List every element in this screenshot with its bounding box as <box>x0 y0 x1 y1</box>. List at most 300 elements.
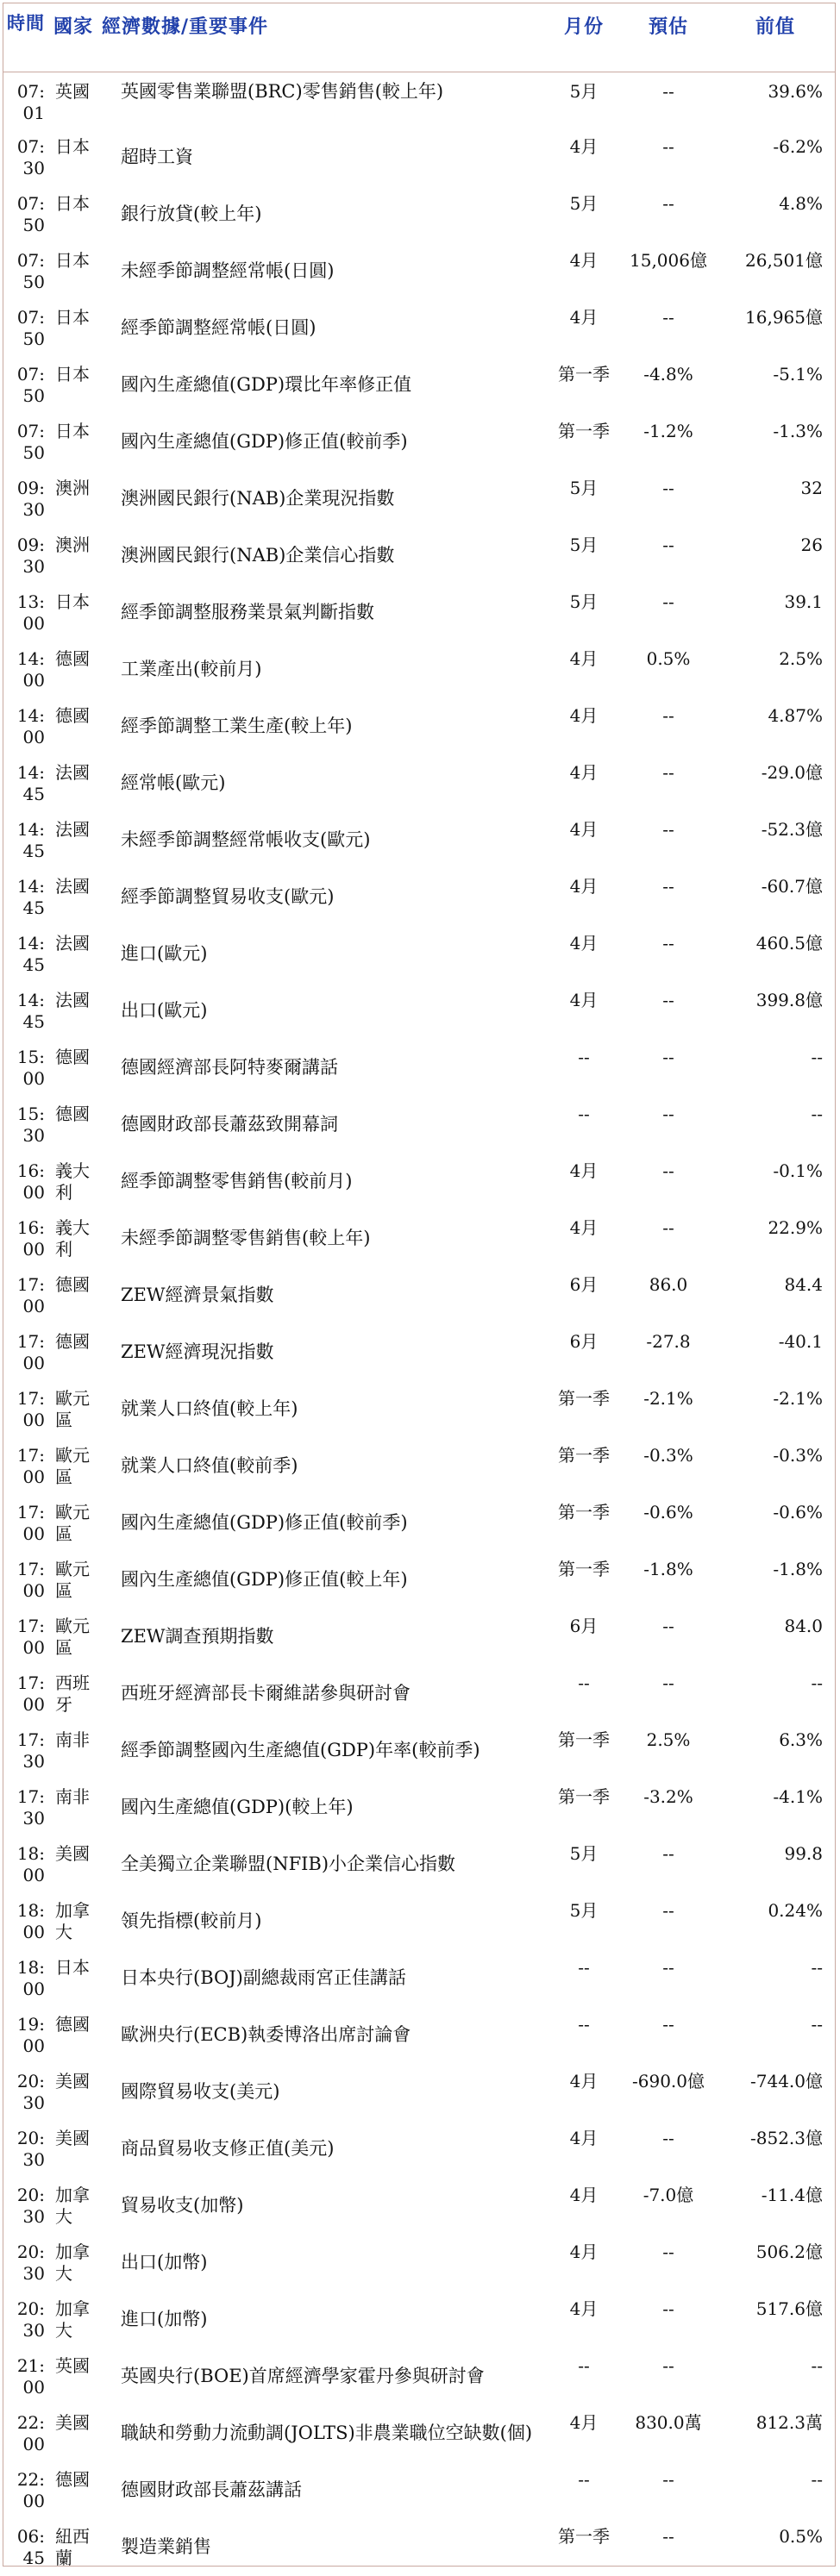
table-row <box>3 869 835 926</box>
row-forecast: -3.2% <box>643 1785 693 1807</box>
table-row <box>3 2462 835 2519</box>
header-previous: 前值 <box>755 16 795 38</box>
row-month: 5月 <box>569 477 599 498</box>
row-previous: -744.0億 <box>749 2070 823 2091</box>
row-month: 第一季 <box>558 1558 610 1579</box>
row-time: 18:00 <box>16 1842 45 1885</box>
row-time: 14:00 <box>16 647 45 691</box>
row-month: 第一季 <box>558 420 610 441</box>
row-month: 6月 <box>569 1615 599 1636</box>
table-row <box>3 72 835 129</box>
row-month: 第一季 <box>558 1785 610 1807</box>
row-country: 德國 <box>55 704 90 726</box>
table-row <box>3 1836 835 1893</box>
table-row <box>3 1495 835 1552</box>
row-forecast: -- <box>662 1842 674 1864</box>
row-forecast: -- <box>662 2127 674 2148</box>
row-event: ZEW經濟現況指數 <box>121 1341 274 1362</box>
row-previous: 39.6% <box>768 81 823 102</box>
row-time: 14:45 <box>16 932 45 975</box>
row-month: 6月 <box>569 1273 599 1295</box>
row-month: 第一季 <box>558 1387 610 1409</box>
row-time: 09:30 <box>16 534 45 577</box>
table-row <box>3 1154 835 1210</box>
row-country: 加拿大 <box>55 1899 90 1942</box>
row-forecast: -- <box>662 818 674 840</box>
row-event: 經季節調整國內生產總值(GDP)年率(較前季) <box>121 1739 480 1760</box>
row-country: 法國 <box>55 989 90 1010</box>
row-forecast: -0.6% <box>643 1501 693 1522</box>
row-event: 國內生產總值(GDP)環比年率修正值 <box>121 373 412 395</box>
row-time: 22:00 <box>16 2468 45 2511</box>
table-row <box>3 698 835 755</box>
row-time: 17:00 <box>16 1558 45 1601</box>
table-row <box>3 585 835 641</box>
row-previous: 2.5% <box>779 647 823 669</box>
row-forecast: -- <box>662 2468 674 2490</box>
table-row <box>3 2007 835 2064</box>
row-forecast: -- <box>662 1046 674 1067</box>
row-month: 4月 <box>569 306 599 328</box>
row-month: 6月 <box>569 1330 599 1352</box>
row-previous: -- <box>811 2013 823 2035</box>
row-previous: 399.8億 <box>755 989 823 1010</box>
row-month: 4月 <box>569 932 599 953</box>
table-row <box>3 300 835 357</box>
row-previous: 517.6億 <box>755 2298 823 2319</box>
row-previous: -29.0億 <box>761 761 823 783</box>
table-row <box>3 1609 835 1666</box>
table-row <box>3 1438 835 1495</box>
row-country: 法國 <box>55 932 90 953</box>
row-country: 法國 <box>55 818 90 840</box>
row-month: 4月 <box>569 818 599 840</box>
row-forecast: -- <box>662 2013 674 2035</box>
row-previous: 16,965億 <box>745 306 823 328</box>
header-forecast: 預估 <box>648 16 688 38</box>
row-forecast: -2.1% <box>643 1387 693 1409</box>
row-month: 第一季 <box>558 363 610 385</box>
table-row <box>3 1324 835 1381</box>
header-row <box>3 3 835 72</box>
row-time: 07:01 <box>16 81 45 123</box>
row-forecast: -- <box>662 1615 674 1636</box>
row-country: 日本 <box>55 420 90 441</box>
row-previous: 460.5億 <box>755 932 823 953</box>
row-event: 未經季節調整零售銷售(較上年) <box>121 1227 371 1248</box>
row-forecast: -- <box>662 2298 674 2319</box>
row-previous: 4.87% <box>768 704 823 726</box>
table-row <box>3 1381 835 1438</box>
row-forecast: -- <box>662 1956 674 1978</box>
row-previous: -- <box>811 2468 823 2490</box>
table-row <box>3 414 835 471</box>
row-forecast: 86.0 <box>649 1273 688 1295</box>
row-country: 歐元區 <box>55 1558 90 1601</box>
row-event: 國際貿易收支(美元) <box>121 2080 280 2102</box>
row-country: 日本 <box>55 135 90 157</box>
row-time: 22:00 <box>16 2411 45 2454</box>
row-previous: 39.1 <box>784 591 823 612</box>
row-previous: 32 <box>800 477 823 498</box>
row-country: 法國 <box>55 875 90 897</box>
row-event: 經季節調整服務業景氣判斷指數 <box>121 601 374 622</box>
table-row <box>3 1723 835 1779</box>
row-event: 領先指標(較前月) <box>121 1910 262 1931</box>
row-previous: -5.1% <box>773 363 823 385</box>
row-time: 17:00 <box>16 1444 45 1487</box>
row-time: 17:30 <box>16 1785 45 1829</box>
table-row <box>3 1210 835 1267</box>
row-previous: 84.4 <box>784 1273 823 1295</box>
row-previous: -6.2% <box>773 135 823 157</box>
row-time: 20:30 <box>16 2070 45 2113</box>
row-month: -- <box>578 1956 590 1978</box>
row-previous: -0.6% <box>773 1501 823 1522</box>
row-month: -- <box>578 2354 590 2376</box>
table-row <box>3 2292 835 2348</box>
row-event: 出口(加幣) <box>121 2251 208 2273</box>
row-previous: -0.3% <box>773 1444 823 1466</box>
row-month: 第一季 <box>558 2525 610 2547</box>
row-month: 4月 <box>569 875 599 897</box>
row-time: 14:45 <box>16 761 45 804</box>
row-forecast: -- <box>662 1160 674 1181</box>
table-row <box>3 1552 835 1609</box>
row-country: 加拿大 <box>55 2298 90 2341</box>
table-row <box>3 1893 835 1950</box>
row-previous: -52.3億 <box>761 818 823 840</box>
row-country: 美國 <box>55 2070 90 2091</box>
table-row <box>3 812 835 869</box>
row-forecast: -- <box>662 1672 674 1693</box>
row-forecast: -- <box>662 2241 674 2262</box>
row-country: 義大利 <box>55 1216 90 1260</box>
row-previous: 6.3% <box>779 1729 823 1750</box>
row-country: 德國 <box>55 1103 90 1124</box>
row-country: 日本 <box>55 306 90 328</box>
row-country: 德國 <box>55 647 90 669</box>
row-previous: 0.5% <box>779 2525 823 2547</box>
row-event: 出口(歐元) <box>121 999 208 1021</box>
economic-calendar-table <box>3 3 835 2576</box>
row-country: 德國 <box>55 1330 90 1352</box>
table-row <box>3 1666 835 1723</box>
row-event: 經常帳(歐元) <box>121 772 226 793</box>
row-country: 加拿大 <box>55 2184 90 2227</box>
row-previous: -0.1% <box>773 1160 823 1181</box>
row-time: 14:45 <box>16 818 45 861</box>
row-forecast: -- <box>662 534 674 555</box>
row-forecast: 15,006億 <box>630 249 707 271</box>
row-time: 07:50 <box>16 306 45 349</box>
header-event: 經濟數據/重要事件 <box>102 16 269 38</box>
row-previous: -- <box>811 2354 823 2376</box>
row-previous: 84.0 <box>784 1615 823 1636</box>
row-month: 4月 <box>569 2127 599 2148</box>
row-country: 德國 <box>55 1273 90 1295</box>
row-country: 美國 <box>55 2127 90 2148</box>
table-row <box>3 1097 835 1154</box>
row-time: 15:00 <box>16 1046 45 1089</box>
row-month: 5月 <box>569 1899 599 1921</box>
table-row <box>3 471 835 528</box>
row-event: 日本央行(BOJ)副總裁雨宮正佳講話 <box>121 1966 406 1988</box>
row-event: 歐洲央行(ECB)執委博洛出席討論會 <box>121 2023 411 2045</box>
row-event: 經季節調整貿易收支(歐元) <box>121 885 335 907</box>
calendar-rows <box>3 72 835 2576</box>
row-previous: -- <box>811 1672 823 1693</box>
row-previous: 812.3萬 <box>755 2411 823 2433</box>
row-month: 5月 <box>569 192 599 214</box>
table-row <box>3 641 835 698</box>
row-time: 07:50 <box>16 420 45 463</box>
row-event: 未經季節調整經常帳(日圓) <box>121 259 335 281</box>
row-forecast: -4.8% <box>643 363 693 385</box>
row-event: 英國零售業聯盟(BRC)零售銷售(較上年) <box>121 81 444 102</box>
row-month: 5月 <box>569 534 599 555</box>
row-month: 4月 <box>569 647 599 669</box>
row-event: 貿易收支(加幣) <box>121 2194 244 2216</box>
row-country: 歐元區 <box>55 1501 90 1544</box>
row-event: 德國財政部長蕭茲講話 <box>121 2479 302 2500</box>
row-event: 進口(加幣) <box>121 2308 208 2329</box>
row-forecast: -- <box>662 704 674 726</box>
row-previous: 506.2億 <box>755 2241 823 2262</box>
row-time: 20:30 <box>16 2127 45 2170</box>
row-event: 工業產出(較前月) <box>121 658 262 679</box>
row-forecast: -0.3% <box>643 1444 693 1466</box>
row-event: 製造業銷售 <box>121 2535 211 2557</box>
row-country: 歐元區 <box>55 1444 90 1487</box>
row-event: 未經季節調整經常帳收支(歐元) <box>121 828 371 850</box>
table-row <box>3 1779 835 1836</box>
row-event: 國內生產總值(GDP)修正值(較上年) <box>121 1568 408 1590</box>
row-forecast: -- <box>662 1216 674 1238</box>
row-event: 經季節調整零售銷售(較前月) <box>121 1170 353 1191</box>
row-forecast: -690.0億 <box>631 2070 705 2091</box>
row-month: -- <box>578 2468 590 2490</box>
table-row <box>3 926 835 983</box>
row-country: 日本 <box>55 363 90 385</box>
row-forecast: -- <box>662 477 674 498</box>
row-event: 超時工資 <box>121 146 193 167</box>
table-row <box>3 186 835 243</box>
row-previous: -2.1% <box>773 1387 823 1409</box>
table-row <box>3 357 835 414</box>
row-time: 20:30 <box>16 2298 45 2341</box>
row-time: 14:00 <box>16 704 45 747</box>
row-event: 國內生產總值(GDP)修正值(較前季) <box>121 1511 408 1533</box>
row-month: 5月 <box>569 1842 599 1864</box>
row-previous: -- <box>811 1046 823 1067</box>
row-country: 澳洲 <box>55 477 90 498</box>
row-country: 德國 <box>55 2468 90 2490</box>
row-country: 德國 <box>55 1046 90 1067</box>
row-forecast: -- <box>662 81 674 102</box>
row-time: 18:00 <box>16 1956 45 1999</box>
row-time: 06:45 <box>16 2525 45 2568</box>
row-event: 國內生產總值(GDP)(較上年) <box>121 1796 354 1817</box>
row-month: 第一季 <box>558 1501 610 1522</box>
row-country: 日本 <box>55 192 90 214</box>
row-time: 15:30 <box>16 1103 45 1146</box>
table-row <box>3 983 835 1040</box>
row-forecast: -- <box>662 591 674 612</box>
row-country: 日本 <box>55 1956 90 1978</box>
row-previous: 26 <box>800 534 823 555</box>
row-time: 17:00 <box>16 1273 45 1316</box>
row-country: 歐元區 <box>55 1615 90 1658</box>
row-month: 4月 <box>569 989 599 1010</box>
row-month: -- <box>578 2013 590 2035</box>
row-month: 4月 <box>569 2298 599 2319</box>
row-event: 德國財政部長蕭茲致開幕詞 <box>121 1113 338 1135</box>
row-forecast: -- <box>662 1103 674 1124</box>
row-month: 4月 <box>569 249 599 271</box>
row-month: 4月 <box>569 2411 599 2433</box>
row-forecast: -27.8 <box>646 1330 691 1352</box>
table-row <box>3 1950 835 2007</box>
table-row <box>3 1267 835 1324</box>
row-previous: -1.3% <box>773 420 823 441</box>
header-time: 時間 <box>7 12 45 34</box>
row-event: 德國經濟部長阿特麥爾講話 <box>121 1056 338 1078</box>
table-row <box>3 2121 835 2178</box>
table-row <box>3 2348 835 2405</box>
header-country: 國家 <box>53 16 94 38</box>
row-event: 就業人口終值(較前季) <box>121 1454 298 1476</box>
row-country: 美國 <box>55 2411 90 2433</box>
row-month: 5月 <box>569 81 599 102</box>
row-event: 西班牙經濟部長卡爾維諾參與研討會 <box>121 1682 411 1704</box>
row-month: 4月 <box>569 2184 599 2205</box>
row-event: 澳洲國民銀行(NAB)企業信心指數 <box>121 544 395 566</box>
row-country: 加拿大 <box>55 2241 90 2284</box>
row-month: 4月 <box>569 2070 599 2091</box>
row-time: 21:00 <box>16 2354 45 2398</box>
row-time: 18:00 <box>16 1899 45 1942</box>
row-forecast: 2.5% <box>646 1729 691 1750</box>
row-previous: 4.8% <box>779 192 823 214</box>
row-forecast: -- <box>662 135 674 157</box>
table-row <box>3 755 835 812</box>
row-country: 澳洲 <box>55 534 90 555</box>
row-forecast: 0.5% <box>646 647 691 669</box>
row-time: 17:00 <box>16 1615 45 1658</box>
table-row <box>3 1040 835 1097</box>
row-previous: -1.8% <box>773 1558 823 1579</box>
header-month: 月份 <box>563 16 604 38</box>
row-forecast: -7.0億 <box>643 2184 694 2205</box>
row-event: 職缺和勞動力流動調(JOLTS)非農業職位空缺數(個) <box>121 2422 533 2443</box>
row-country: 歐元區 <box>55 1387 90 1430</box>
row-previous: -4.1% <box>773 1785 823 1807</box>
row-forecast: -1.2% <box>643 420 693 441</box>
row-country: 義大利 <box>55 1160 90 1203</box>
row-event: 就業人口終值(較上年) <box>121 1397 298 1419</box>
row-event: 英國央行(BOE)首席經濟學家霍丹參與研討會 <box>121 2365 485 2386</box>
row-previous: -60.7億 <box>761 875 823 897</box>
row-country: 德國 <box>55 2013 90 2035</box>
row-time: 14:45 <box>16 989 45 1032</box>
row-time: 16:00 <box>16 1216 45 1260</box>
row-time: 09:30 <box>16 477 45 520</box>
row-previous: -852.3億 <box>749 2127 823 2148</box>
row-event: 國內生產總值(GDP)修正值(較前季) <box>121 430 408 452</box>
table-row <box>3 243 835 300</box>
row-event: 經季節調整工業生產(較上年) <box>121 715 353 736</box>
row-forecast: -- <box>662 875 674 897</box>
row-forecast: -- <box>662 989 674 1010</box>
table-row <box>3 2405 835 2462</box>
row-month: 4月 <box>569 135 599 157</box>
row-previous: 22.9% <box>768 1216 823 1238</box>
row-country: 南非 <box>55 1729 90 1750</box>
row-country: 西班牙 <box>55 1672 90 1715</box>
row-previous: -11.4億 <box>761 2184 823 2205</box>
row-forecast: -- <box>662 932 674 953</box>
table-row <box>3 2519 835 2576</box>
table-row <box>3 528 835 585</box>
row-country: 美國 <box>55 1842 90 1864</box>
row-event: ZEW調查預期指數 <box>121 1625 274 1647</box>
row-previous: -40.1 <box>778 1330 823 1352</box>
row-time: 07:50 <box>16 192 45 235</box>
row-time: 17:00 <box>16 1387 45 1430</box>
row-time: 14:45 <box>16 875 45 918</box>
row-country: 日本 <box>55 591 90 612</box>
row-event: 進口(歐元) <box>121 942 208 964</box>
table-row <box>3 2235 835 2292</box>
table-row <box>3 2178 835 2235</box>
row-month: -- <box>578 1046 590 1067</box>
row-time: 19:00 <box>16 2013 45 2056</box>
row-previous: 26,501億 <box>745 249 823 271</box>
calendar-frame <box>3 3 836 2567</box>
row-month: 5月 <box>569 591 599 612</box>
row-country: 南非 <box>55 1785 90 1807</box>
table-row <box>3 2064 835 2121</box>
row-forecast: 830.0萬 <box>635 2411 702 2433</box>
row-forecast: -- <box>662 2525 674 2547</box>
row-month: 4月 <box>569 1216 599 1238</box>
row-event: 經季節調整經常帳(日圓) <box>121 316 317 338</box>
row-forecast: -1.8% <box>643 1558 693 1579</box>
row-country: 紐西蘭 <box>55 2525 90 2568</box>
row-event: ZEW經濟景氣指數 <box>121 1284 274 1305</box>
table-row <box>3 129 835 186</box>
row-previous: -- <box>811 1956 823 1978</box>
row-forecast: -- <box>662 192 674 214</box>
row-time: 17:00 <box>16 1672 45 1715</box>
row-time: 07:50 <box>16 363 45 406</box>
row-time: 07:50 <box>16 249 45 292</box>
row-time: 13:00 <box>16 591 45 634</box>
row-country: 日本 <box>55 249 90 271</box>
row-country: 英國 <box>55 2354 90 2376</box>
row-previous: -- <box>811 1103 823 1124</box>
row-month: 第一季 <box>558 1444 610 1466</box>
row-month: 4月 <box>569 1160 599 1181</box>
row-month: 第一季 <box>558 1729 610 1750</box>
row-forecast: -- <box>662 1899 674 1921</box>
row-forecast: -- <box>662 761 674 783</box>
row-time: 07:30 <box>16 135 45 178</box>
row-country: 法國 <box>55 761 90 783</box>
row-month: 4月 <box>569 2241 599 2262</box>
row-time: 17:00 <box>16 1330 45 1373</box>
